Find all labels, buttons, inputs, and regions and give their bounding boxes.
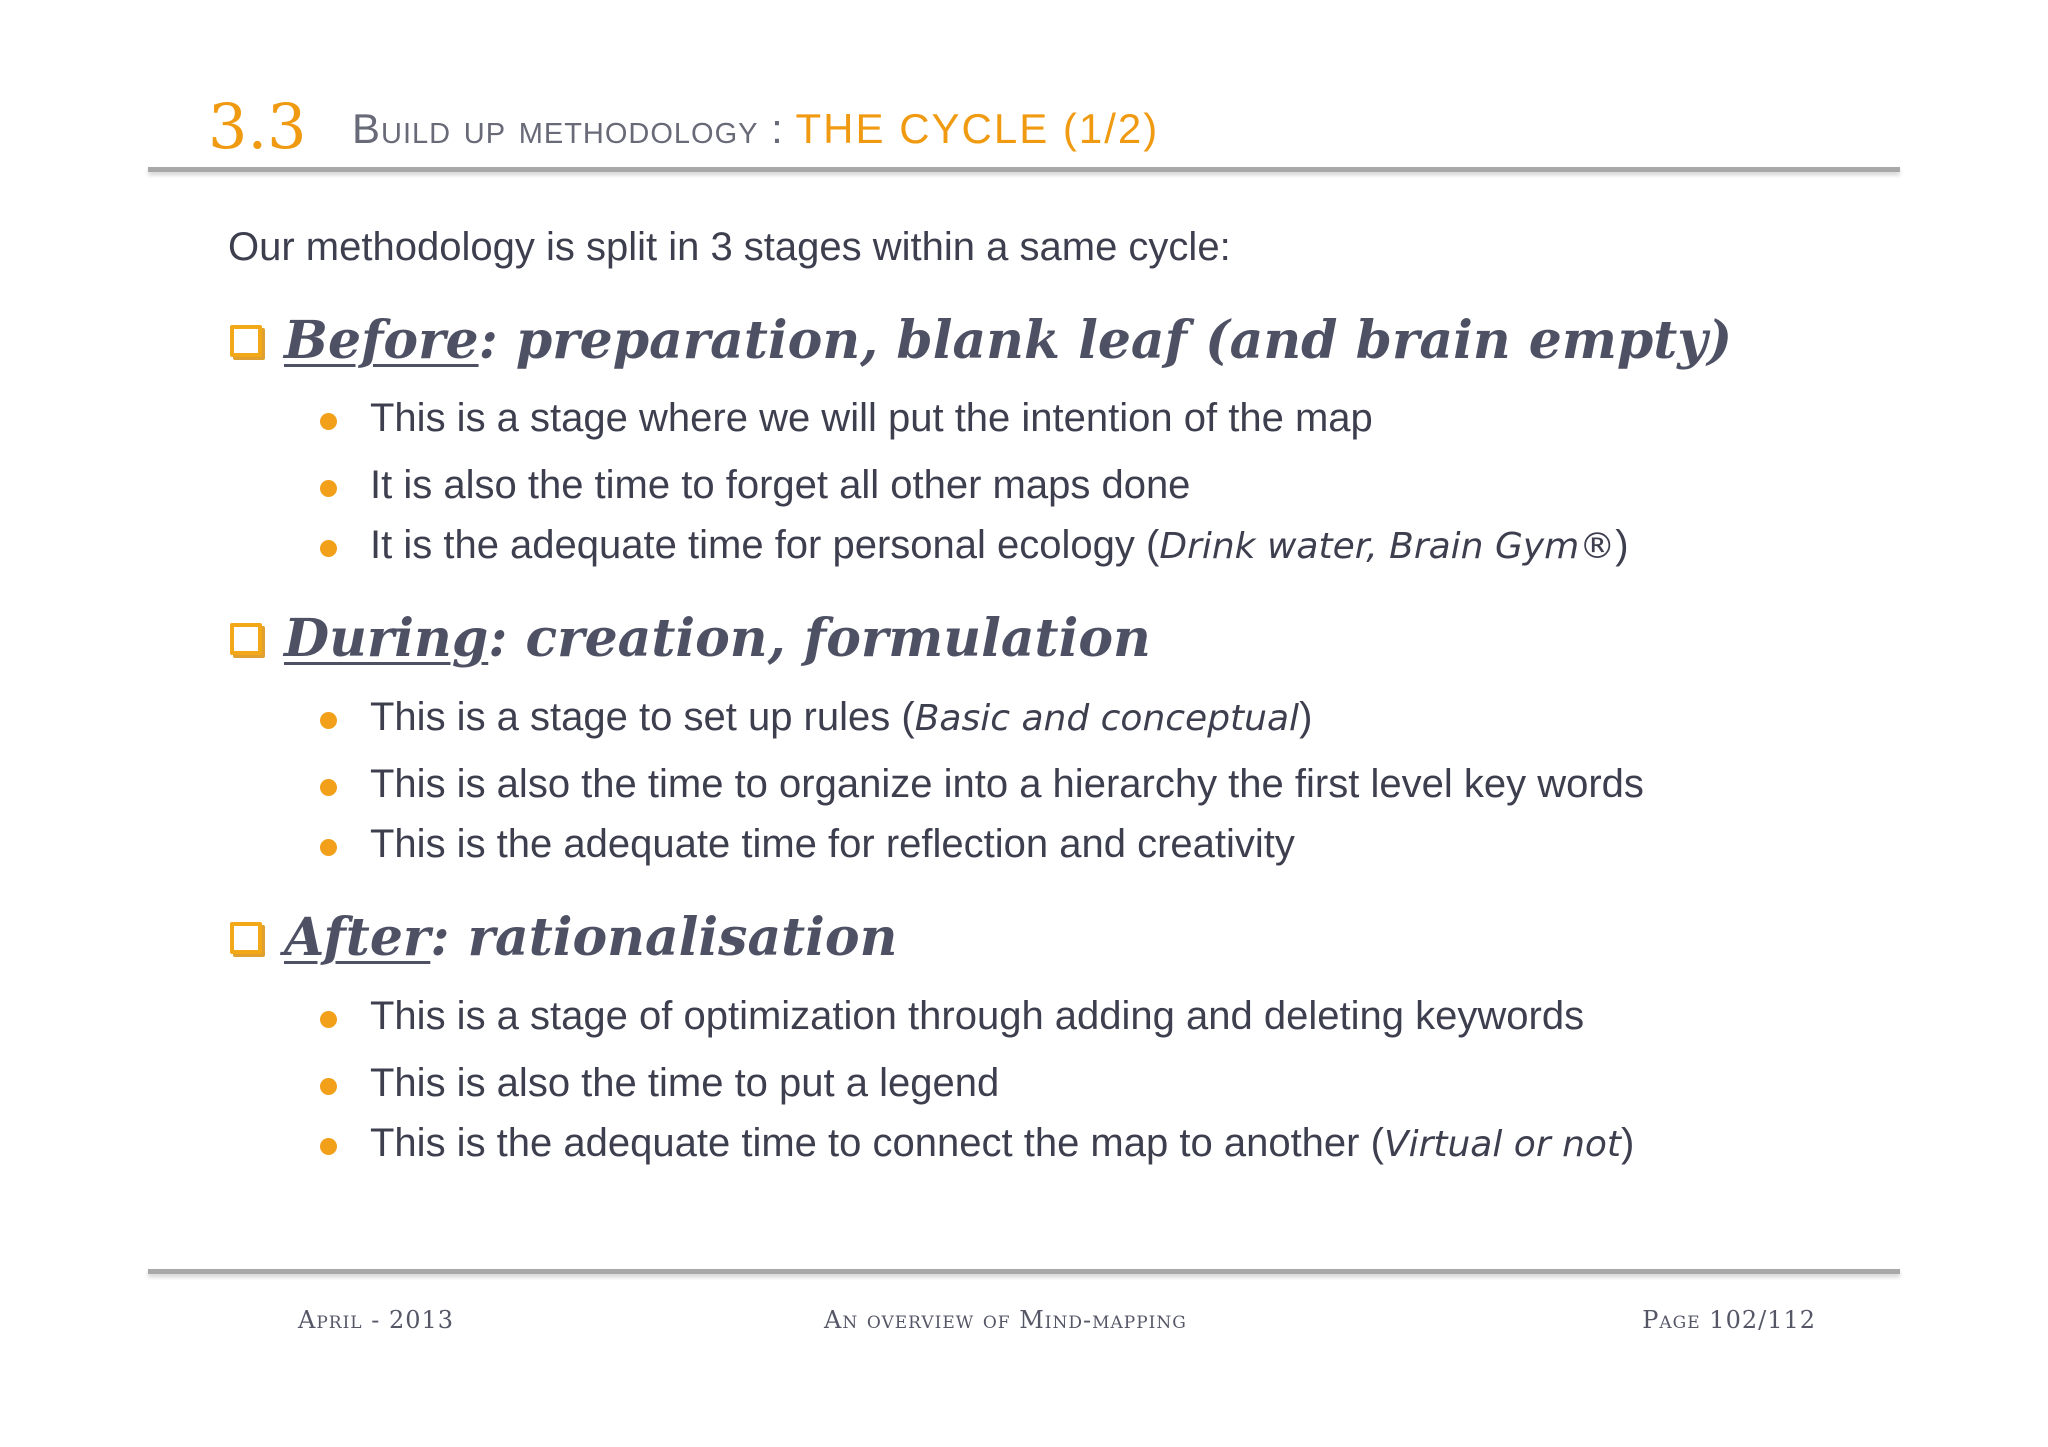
list-item-note: Virtual or not [1383, 1124, 1622, 1165]
bullet-dot-icon [320, 413, 337, 430]
note-close: ) [1299, 695, 1313, 739]
list-item-note: Basic and conceptual [914, 698, 1300, 739]
bullet-dot-icon [320, 1138, 337, 1155]
list-item-text: This is a stage of optimization through adding and deleting keywords [370, 994, 1585, 1038]
note-open: ( [901, 695, 915, 739]
section-keyword: Before [284, 310, 479, 371]
list-item-text [370, 1121, 1634, 1166]
list-item-main: This is the adequate time to connect the map to another [370, 1121, 1371, 1165]
page-number: Page 102/112 [1642, 1306, 1816, 1334]
list-item-text [370, 523, 1629, 568]
intro-text: Our methodology is split in 3 stages within a same cycle: [228, 225, 1231, 269]
section-description: : rationalisation [430, 907, 898, 968]
list-item [320, 994, 1584, 1039]
list-item [320, 822, 1295, 867]
list-item [320, 523, 1629, 568]
checkbox-bullet-icon [230, 325, 262, 357]
list-item-text: This is also the time to put a legend [370, 1061, 1000, 1105]
checkbox-bullet-icon [230, 922, 262, 954]
list-item [320, 463, 1190, 508]
list-item-text: It is also the time to forget all other maps done [370, 463, 1191, 507]
bullet-dot-icon [320, 779, 337, 796]
bullet-dot-icon [320, 839, 337, 856]
list-item [320, 396, 1373, 441]
header-divider [148, 167, 1900, 172]
section-description: : preparation, blank leaf (and brain empty) [478, 310, 1733, 371]
section-heading-after [230, 907, 897, 968]
footer-date: April - 2013 [298, 1306, 455, 1334]
page-title [352, 105, 1160, 152]
footer-title: An overview of Mind-mapping [824, 1306, 1187, 1334]
list-item-note: Drink water, Brain Gym® [1159, 526, 1616, 567]
list-item-text [370, 695, 1312, 740]
bullet-dot-icon [320, 1078, 337, 1095]
bullet-dot-icon [320, 1011, 337, 1028]
page-title-highlight: THE CYCLE (1/2) [795, 105, 1160, 152]
list-item [320, 695, 1312, 740]
list-item [320, 1121, 1634, 1166]
section-heading-during [230, 608, 1151, 669]
bullet-dot-icon [320, 540, 337, 557]
list-item [320, 1061, 999, 1106]
section-keyword: After [284, 907, 431, 968]
list-item-main: This is a stage to set up rules [370, 695, 902, 739]
bullet-dot-icon [320, 712, 337, 729]
list-item-text: This is the adequate time for reflection and creativity [370, 822, 1295, 866]
list-item [320, 762, 1644, 807]
list-item-text: This is a stage where we will put the intention of the map [370, 396, 1373, 440]
checkbox-bullet-icon [230, 623, 262, 655]
note-open: ( [1370, 1121, 1384, 1165]
note-open: ( [1146, 523, 1160, 567]
page-title-prefix: Build up methodology : [352, 105, 784, 152]
section-description: : creation, formulation [488, 608, 1151, 669]
footer-divider [148, 1269, 1900, 1274]
section-keyword: During [284, 608, 489, 669]
note-close: ) [1615, 523, 1629, 567]
section-number: 3.3 [208, 90, 307, 163]
section-heading-before [230, 310, 1732, 371]
bullet-dot-icon [320, 480, 337, 497]
note-close: ) [1621, 1121, 1635, 1165]
list-item-main: It is the adequate time for personal ecology [370, 523, 1147, 567]
list-item-text: This is also the time to organize into a hierarchy the first level key words [370, 762, 1644, 806]
